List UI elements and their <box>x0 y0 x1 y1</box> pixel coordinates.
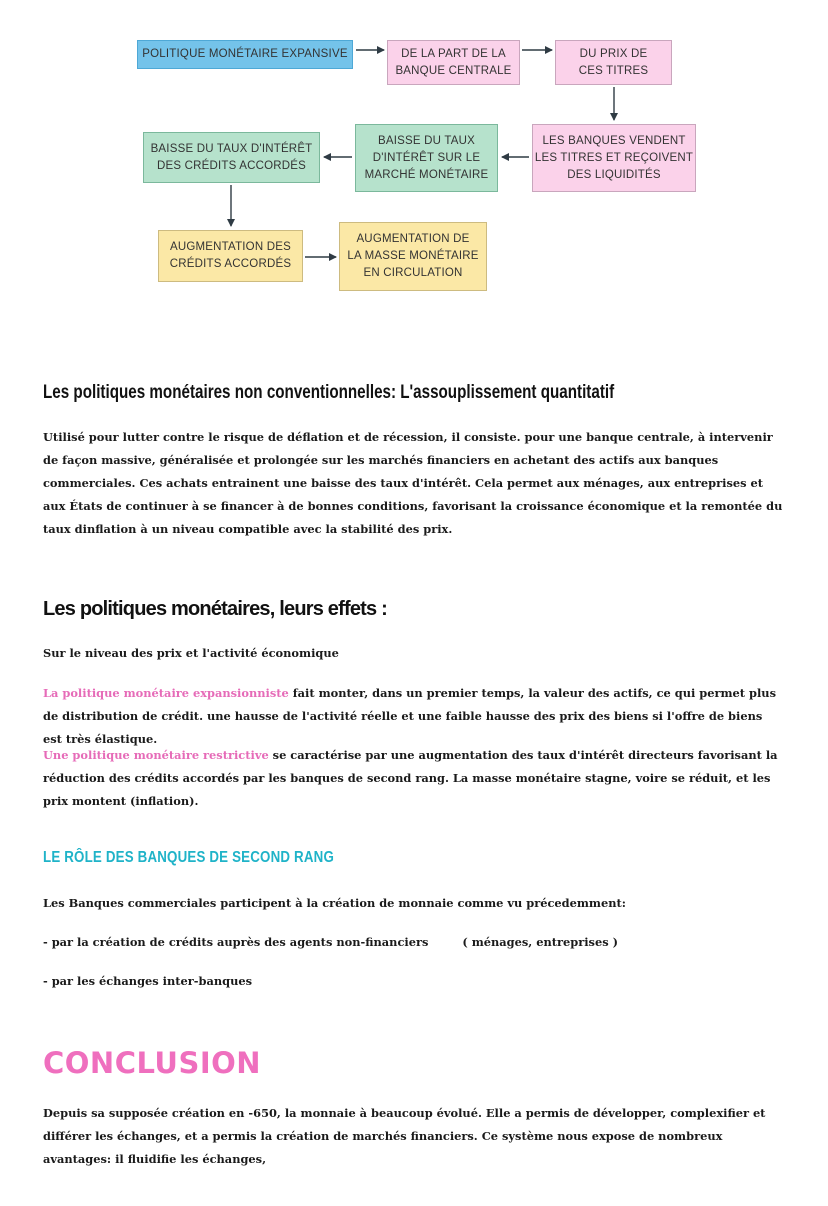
subtitle-niveau-prix: Sur le niveau des prix et l'activité économique <box>43 646 339 660</box>
conclusion-title: CONCLUSION <box>43 1046 262 1080</box>
flowchart-arrows <box>0 0 828 320</box>
paragraph-expansionniste <box>43 682 783 751</box>
box-label: AUGMENTATION DES CRÉDITS ACCORDÉS <box>169 241 292 270</box>
section-title-assouplissement: Les politiques monétaires non conventionnelles: L'assouplissement quantitatif <box>43 382 615 403</box>
paragraph-conclusion: Depuis sa supposée création en -650, la monnaie à beaucoup évolué. Elle a permis de développer, complexifier et différer les échanges, et a permis la création de marchés financiers. Ce système nous expose de nombreux avantages: il fluidifie les échanges, <box>43 1106 766 1166</box>
box-label: POLITIQUE MONÉTAIRE EXPANSIVE <box>142 48 348 60</box>
box-label: DU PRIX DE CES TITRES <box>578 47 649 77</box>
text-expansionniste: fait monter, dans un premier temps, la valeur des actifs, ce qui permet plus de distribution de crédit. une hausse de l'activité réelle et une faible hausse des prix des biens si l'offre de biens est très élastique. <box>43 686 776 746</box>
box-label: LES BANQUES VENDENT LES TITRES ET REÇOIVENT DES LIQUIDITÉS <box>534 134 694 181</box>
list-item-credits <box>43 931 783 954</box>
list-item-note: ( ménages, entreprises ) <box>462 935 618 949</box>
paragraph-banques-intro: Les Banques commerciales participent à la création de monnaie comme vu précedemment: <box>43 896 626 910</box>
box-label: DE LA PART DE LA BANQUE CENTRALE <box>395 47 512 77</box>
list-item-inter-banques: - par les échanges inter-banques <box>43 974 253 988</box>
section-title-effets: Les politiques monétaires, leurs effets : <box>43 598 387 620</box>
paragraph-restrictive <box>43 744 783 813</box>
highlight-expansionniste: La politique monétaire expansionniste <box>43 686 289 700</box>
paragraph-assouplissement: Utilisé pour lutter contre le risque de déflation et de récession, il consiste. pour une banque centrale, à intervenir de façon massive, généralisée et prolongée sur les marchés financiers en achetant des actifs aux banques commerciales. Ces achats entrainent une baisse des taux d'intérêt. Cela permet aux ménages, aux entreprises et aux États de continuer à se financer à de bonnes conditions, favorisant la croissance économique et la remontée du taux dinflation à un niveau compatible avec la stabilité des prix. <box>43 430 783 536</box>
text-restrictive: se caractérise par une augmentation des taux d'intérêt directeurs favorisant la réduction des crédits accordés par les banques de second rang. La masse monétaire stagne, voire se réduit, et les prix montent (inflation). <box>43 748 778 808</box>
list-item-text: - par la création de crédits auprès des agents non-financiers <box>43 935 429 949</box>
box-label: AUGMENTATION DE LA MASSE MONÉTAIRE EN CIRCULATION <box>347 233 479 279</box>
box-label: BAISSE DU TAUX D'INTÉRÊT DES CRÉDITS ACCORDÉS <box>150 142 313 172</box>
box-label: BAISSE DU TAUX D'INTÉRÊT SUR LE MARCHÉ MONÉTAIRE <box>364 134 489 181</box>
highlight-restrictive: Une politique monétaire restrictive <box>43 748 269 762</box>
section-title-banques-second-rang: LE RÔLE DES BANQUES DE SECOND RANG <box>43 849 335 866</box>
